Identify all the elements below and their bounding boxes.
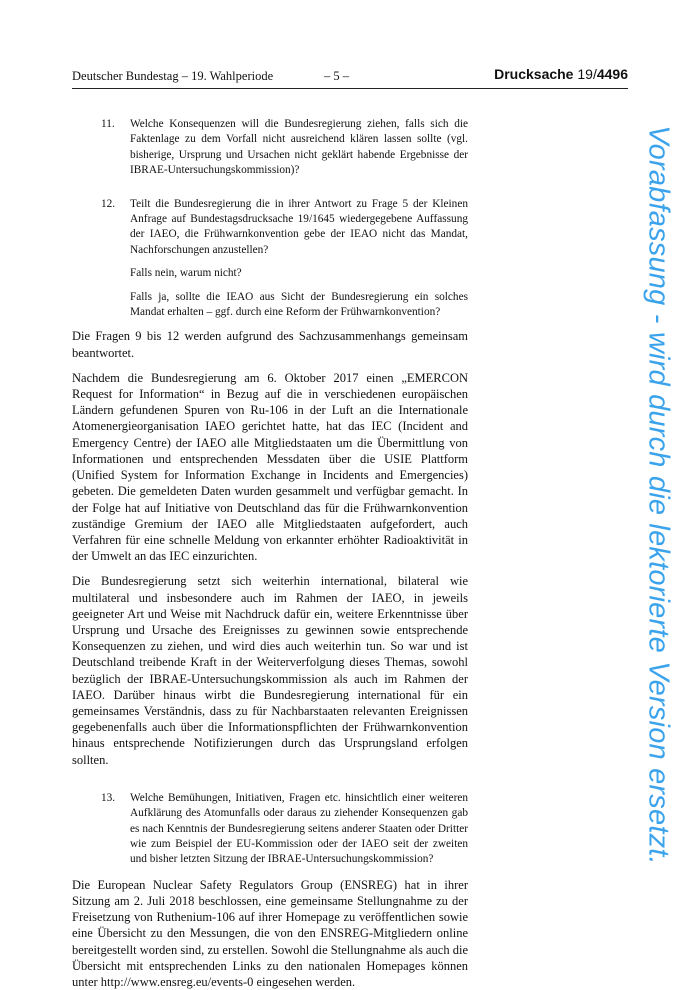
question-number: 13.: [101, 791, 116, 804]
question-subtext: Falls nein, warum nicht?: [130, 267, 242, 280]
question-11: [72, 117, 468, 179]
page-header: [72, 66, 628, 89]
answer-paragraph: Die European Nuclear Safety Regulators Group (ENSREG) hat in ihrer Sitzung am 2. Juli 2018 beschlossen, eine gemeinsame Stellungnahme zu der Freisetzung von Ruthenium-106 auf ihrer Homepage zu veröffentlichen sowie eine Übersicht zu den Messungen, die von den ENSREG-Mitgliedern online bereitgestellt worden sind, zu erstellen. Sowohl die Stellungnahme als auch die Übersicht mit entsprechenden Links zu den nationalen Homepages können unter http://www.ensreg.eu/events-0 eingesehen werden.: [72, 877, 468, 989]
question-text: Welche Konsequenzen will die Bundesregierung ziehen, falls sich die Faktenlage zu dem Vorfall nicht ausreichend klären lassen sollte (vgl. bisherige, Ursprung und Ursachen nicht geklärt habende Ergebnisse der IBRAE-Untersuchungskommission)?: [130, 118, 468, 177]
drucksache-number-b: 4496: [596, 66, 628, 82]
answer-paragraph: Die Bundesregierung setzt sich weiterhin international, bilateral wie multilateral und insbesondere auch im Rahmen der IAEO, in jeweils geeigneter Art und Weise mit Nachdruck dafür ein, weitere Erkenntnisse über Ursprung und Ursache des Ereignisses zu gewinnen sowie entsprechende Konsequenzen zu ziehen, und wird dies auch weiterhin tun. So war und ist Deutschland treibende Kraft in der Weiterverfolgung dieses Themas, sowohl bezüglich der IBRAE-Untersuchungskommission als auch im Rahmen der IAEO. Darüber hinaus wirbt die Bundesregierung international für ein gemeinsames Verständnis, dass zu für Nachbarstaaten relevanten Ereignissen gegebenenfalls auch über die Informationspflichten der Frühwarnkonvention hinaus entsprechende Notifizierungen durch das Ursprungsland erfolgen sollten.: [72, 574, 468, 767]
answer-paragraph: Nachdem die Bundesregierung am 6. Oktober 2017 einen „EMERCON Request for Information“ in Bezug auf die in verschiedenen europäischen Ländern gefundenen Spuren von Ru-106 in der Luft an die Internationale Atomenergieorganisation IAEO gerichtet hatte, hat das IEC (Incident and Emergency Centre) der IAEO alle Mitgliedstaaten um die Übermittlung von Informationen und entsprechenden Messdaten über die USIE Plattform (Unified System for Information Exchange in Incidents and Emergencies) gebeten. Die gemeldeten Daten wurden gesammelt und verfügbar gemacht. In der Folge hat auf Initiative von Deutschland das für die Frühwarnkonvention zuständige Gremium der IAEO alle Mitgliedstaaten aufgefordert, auch Verfahren für eine schnelle Meldung von erkannter erhöhter Radioaktivität in der Umwelt an das IEC einzurichten.: [72, 370, 468, 564]
watermark-text: Vorabfassung - wird durch die lektorierte Version ersetzt.: [642, 125, 675, 865]
drucksache-number-a: 19/: [573, 66, 597, 82]
question-13: [72, 791, 468, 868]
question-subtext: Falls ja, sollte die IEAO aus Sicht der Bundesregierung ein solches Mandat erhalten – ggf. durch eine Reform der Frühwarnkonvention?: [130, 290, 468, 319]
question-number: 12.: [101, 197, 116, 210]
page-number: – 5 –: [324, 69, 349, 83]
question-number: 11.: [101, 118, 115, 130]
drucksache-label: Drucksache: [494, 66, 574, 82]
question-text: Teilt die Bundesregierung die in ihrer Antwort zu Frage 5 der Kleinen Anfrage auf Bundestagsdrucksache 19/1645 wiedergegebene Auffassung der IAEO, die Frühwarnkonvention gebe der IEAO nicht das Mandat, Nachforschungen anzustellen?: [130, 197, 468, 256]
drucksache-number: [494, 66, 628, 82]
header-title: Deutscher Bundestag – 19. Wahlperiode: [72, 69, 274, 83]
question-12: [72, 197, 468, 321]
question-text: Welche Bemühungen, Initiativen, Fragen etc. hinsichtlich einer weiteren Aufklärung des Atomunfalls oder daraus zu ziehender Konsequenzen gab es nach Kenntnis der Bundesregierung seitens anderer Staaten oder Dritter wie zum Beispiel der EU-Kommission oder der IAEO seit der zweiten und bisher letzten Sitzung der IBRAE-Untersuchungskommission?: [130, 791, 468, 866]
document-body: [72, 117, 468, 990]
answer-paragraph: Die Fragen 9 bis 12 werden aufgrund des Sachzusammenhangs gemeinsam beantwortet.: [72, 329, 468, 360]
